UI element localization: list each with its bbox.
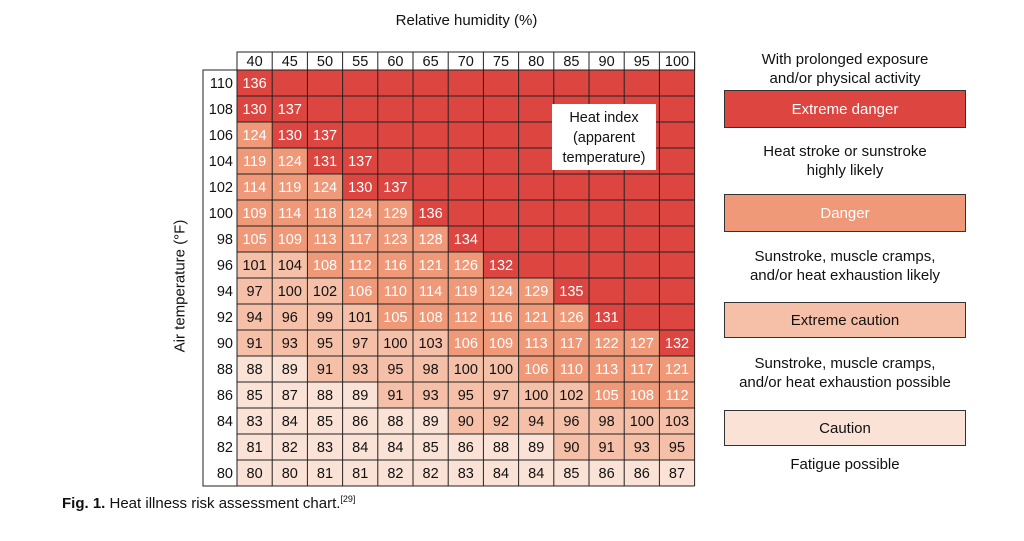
cell-t104-rh75 <box>483 148 518 174</box>
cell-t110-rh90 <box>589 70 624 96</box>
temperature-label-98: 98 <box>216 232 233 248</box>
value-t88-rh65: 98 <box>422 362 439 378</box>
cell-t98-rh80 <box>519 226 554 252</box>
cell-t110-rh55 <box>343 70 378 96</box>
cell-t102-rh90 <box>589 174 624 200</box>
cell-t100-rh80 <box>519 200 554 226</box>
annotation-line-1: Heat index <box>569 110 639 126</box>
value-t94-rh70: 119 <box>454 284 478 300</box>
cell-t96-rh80 <box>519 252 554 278</box>
value-t80-rh95: 86 <box>633 466 650 482</box>
value-t80-rh70: 83 <box>457 466 474 482</box>
value-t86-rh65: 93 <box>422 388 439 404</box>
value-t86-rh45: 87 <box>281 388 298 404</box>
cell-t100-rh70 <box>448 200 483 226</box>
cell-t96-rh95 <box>624 252 659 278</box>
cell-t94-rh100 <box>659 278 694 304</box>
cell-t108-rh75 <box>483 96 518 122</box>
value-t88-rh95: 117 <box>630 362 654 378</box>
humidity-label-50: 50 <box>316 54 334 70</box>
value-t84-rh45: 84 <box>281 414 298 430</box>
value-t90-rh60: 100 <box>383 336 408 352</box>
figure-caption-text: Heat illness risk assessment chart. <box>105 495 341 512</box>
value-t94-rh75: 124 <box>488 284 514 300</box>
cell-t100-rh90 <box>589 200 624 226</box>
value-t84-rh55: 86 <box>352 414 369 430</box>
value-t92-rh85: 126 <box>559 310 584 326</box>
value-t102-rh45: 119 <box>278 180 302 196</box>
legend-danger-description <box>724 232 966 300</box>
cell-t110-rh95 <box>624 70 659 96</box>
cell-t102-rh65 <box>413 174 448 200</box>
value-t80-rh75: 84 <box>492 466 510 482</box>
value-t92-rh55: 101 <box>348 310 373 326</box>
value-t102-rh50: 124 <box>312 180 338 196</box>
value-t98-rh55: 117 <box>348 232 372 248</box>
value-t84-rh85: 96 <box>563 414 580 430</box>
value-t104-rh50: 131 <box>312 154 338 170</box>
value-t98-rh60: 123 <box>383 232 408 248</box>
value-t88-rh60: 95 <box>387 362 404 378</box>
value-t94-rh55: 106 <box>348 284 373 300</box>
cell-t102-rh95 <box>624 174 659 200</box>
cell-t106-rh75 <box>483 122 518 148</box>
value-t94-rh80: 129 <box>524 284 549 300</box>
value-t96-rh50: 108 <box>312 258 338 274</box>
value-t102-rh60: 137 <box>383 180 408 196</box>
humidity-label-55: 55 <box>352 54 369 70</box>
cell-t110-rh70 <box>448 70 483 96</box>
value-t98-rh40: 105 <box>242 232 267 248</box>
legend-caution-label: Caution <box>819 419 871 437</box>
legend-extreme-danger-label: Extreme danger <box>791 100 899 118</box>
value-t88-rh80: 106 <box>524 362 549 378</box>
value-t82-rh95: 93 <box>633 440 650 456</box>
value-t88-rh75: 100 <box>488 362 514 378</box>
value-t90-rh65: 103 <box>418 336 443 352</box>
cell-t110-rh50 <box>307 70 342 96</box>
cell-t100-rh75 <box>483 200 518 226</box>
cell-t110-rh45 <box>272 70 307 96</box>
temperature-label-106: 106 <box>208 128 233 144</box>
value-t94-rh45: 100 <box>277 284 302 300</box>
cell-t108-rh70 <box>448 96 483 122</box>
humidity-label-45: 45 <box>281 54 298 70</box>
legend-danger-desc-1: Sunstroke, muscle cramps, <box>754 248 936 265</box>
cell-t110-rh75 <box>483 70 518 96</box>
annotation-line-3: temperature) <box>562 150 646 166</box>
value-t90-rh85: 117 <box>559 336 583 352</box>
temperature-label-100: 100 <box>208 206 233 222</box>
value-t110-rh40: 136 <box>242 76 267 92</box>
value-t90-rh70: 106 <box>453 336 478 352</box>
value-t96-rh70: 126 <box>453 258 478 274</box>
value-t90-rh50: 95 <box>316 336 334 352</box>
value-t92-rh65: 108 <box>418 310 443 326</box>
value-t84-rh80: 94 <box>528 414 545 430</box>
value-t82-rh60: 84 <box>387 440 404 456</box>
value-t98-rh65: 128 <box>418 232 443 248</box>
value-t90-rh90: 122 <box>594 336 619 352</box>
value-t106-rh45: 130 <box>277 128 302 144</box>
value-t104-rh45: 124 <box>277 154 302 170</box>
value-t80-rh100: 87 <box>668 466 686 482</box>
cell-t104-rh65 <box>413 148 448 174</box>
cell-t110-rh60 <box>378 70 413 96</box>
value-t88-rh40: 88 <box>246 362 263 378</box>
value-t90-rh40: 91 <box>246 336 263 352</box>
value-t104-rh55: 137 <box>348 154 373 170</box>
temperature-label-86: 86 <box>216 388 233 404</box>
figure-caption-reference: [29] <box>340 494 356 504</box>
value-t108-rh45: 137 <box>277 102 302 118</box>
cell-t92-rh100 <box>659 304 694 330</box>
cell-t104-rh100 <box>659 148 694 174</box>
value-t84-rh50: 85 <box>316 414 334 430</box>
value-t94-rh60: 110 <box>383 284 407 300</box>
figure-caption-label: Fig. 1. <box>62 495 106 512</box>
value-t88-rh70: 100 <box>453 362 478 378</box>
cell-t106-rh100 <box>659 122 694 148</box>
value-t84-rh40: 83 <box>246 414 263 430</box>
cell-t98-rh85 <box>554 226 589 252</box>
value-t88-rh85: 110 <box>559 362 583 378</box>
value-t84-rh95: 100 <box>629 414 654 430</box>
value-t94-rh40: 97 <box>246 284 263 300</box>
value-t94-rh85: 135 <box>559 284 584 300</box>
value-t84-rh100: 103 <box>664 414 690 430</box>
legend-header-line-2: and/or physical activity <box>769 70 921 87</box>
value-t86-rh70: 95 <box>457 388 474 404</box>
value-t100-rh65: 136 <box>418 206 443 222</box>
value-t92-rh50: 99 <box>316 310 334 326</box>
value-t82-rh100: 95 <box>668 440 686 456</box>
humidity-label-85: 85 <box>563 54 580 70</box>
cell-t94-rh95 <box>624 278 659 304</box>
risk-legend <box>724 48 966 488</box>
cell-t96-rh85 <box>554 252 589 278</box>
value-t108-rh40: 130 <box>242 102 267 118</box>
cell-t108-rh80 <box>519 96 554 122</box>
value-t88-rh90: 113 <box>595 362 619 378</box>
legend-extreme-danger-description <box>724 128 966 194</box>
cell-t110-rh100 <box>659 70 694 96</box>
cell-t98-rh95 <box>624 226 659 252</box>
cell-t100-rh100 <box>659 200 694 226</box>
legend-extreme-danger <box>724 90 966 128</box>
cell-t106-rh80 <box>519 122 554 148</box>
cell-t104-rh60 <box>378 148 413 174</box>
cell-t108-rh60 <box>378 96 413 122</box>
value-t92-rh75: 116 <box>489 310 513 326</box>
value-t88-rh55: 93 <box>352 362 369 378</box>
value-t84-rh75: 92 <box>492 414 510 430</box>
value-t84-rh60: 88 <box>387 414 404 430</box>
cell-t108-rh55 <box>343 96 378 122</box>
value-t92-rh80: 121 <box>524 310 549 326</box>
temperature-label-84: 84 <box>216 414 233 430</box>
cell-t102-rh75 <box>483 174 518 200</box>
value-t88-rh50: 91 <box>316 362 334 378</box>
value-t80-rh40: 80 <box>246 466 263 482</box>
value-t106-rh50: 137 <box>312 128 338 144</box>
value-t90-rh100: 132 <box>664 336 690 352</box>
legend-caution-description <box>724 446 966 482</box>
value-t92-rh40: 94 <box>246 310 263 326</box>
cell-t102-rh85 <box>554 174 589 200</box>
legend-extreme-danger-desc-2: highly likely <box>806 162 884 179</box>
cell-t104-rh70 <box>448 148 483 174</box>
value-t98-rh45: 109 <box>277 232 302 248</box>
value-t100-rh50: 118 <box>313 206 337 222</box>
value-t82-rh70: 86 <box>457 440 474 456</box>
cell-t106-rh70 <box>448 122 483 148</box>
humidity-label-60: 60 <box>387 54 404 70</box>
temperature-label-90: 90 <box>216 336 233 352</box>
value-t106-rh40: 124 <box>242 128 267 144</box>
value-t98-rh70: 134 <box>453 232 478 248</box>
cell-t100-rh95 <box>624 200 659 226</box>
cell-t104-rh80 <box>519 148 554 174</box>
temperature-label-96: 96 <box>216 258 233 274</box>
temperature-label-108: 108 <box>208 102 233 118</box>
annotation-line-2: (apparent <box>572 130 636 146</box>
legend-extreme-danger-desc-1: Heat stroke or sunstroke <box>763 143 927 160</box>
temperature-label-102: 102 <box>208 180 233 196</box>
temperature-label-92: 92 <box>216 310 233 326</box>
legend-danger <box>724 194 966 232</box>
legend-caution <box>724 410 966 446</box>
cell-t102-rh100 <box>659 174 694 200</box>
value-t94-rh65: 114 <box>419 284 443 300</box>
value-t80-rh55: 81 <box>352 466 369 482</box>
cell-t108-rh65 <box>413 96 448 122</box>
value-t88-rh45: 89 <box>281 362 298 378</box>
value-t92-rh90: 131 <box>594 310 619 326</box>
humidity-label-90: 90 <box>598 54 615 70</box>
cell-t108-rh100 <box>659 96 694 122</box>
value-t96-rh65: 121 <box>418 258 443 274</box>
figure-caption <box>62 494 355 512</box>
value-t96-rh45: 104 <box>277 258 302 274</box>
cell-t96-rh100 <box>659 252 694 278</box>
value-t100-rh55: 124 <box>348 206 373 222</box>
humidity-label-80: 80 <box>528 54 545 70</box>
value-t86-rh60: 91 <box>387 388 404 404</box>
cell-t96-rh90 <box>589 252 624 278</box>
value-t82-rh55: 84 <box>352 440 369 456</box>
cell-t100-rh85 <box>554 200 589 226</box>
legend-extreme-caution-label: Extreme caution <box>790 311 900 329</box>
cell-t102-rh80 <box>519 174 554 200</box>
value-t86-rh100: 112 <box>665 388 689 404</box>
value-t80-rh90: 86 <box>598 466 615 482</box>
value-t86-rh95: 108 <box>629 388 654 404</box>
value-t94-rh50: 102 <box>312 284 338 300</box>
value-t80-rh65: 82 <box>422 466 439 482</box>
value-t86-rh55: 89 <box>352 388 369 404</box>
value-t90-rh95: 127 <box>629 336 654 352</box>
cell-t110-rh85 <box>554 70 589 96</box>
value-t84-rh70: 90 <box>457 414 474 430</box>
humidity-label-95: 95 <box>633 54 650 70</box>
value-t82-rh80: 89 <box>528 440 545 456</box>
value-t82-rh75: 88 <box>492 440 510 456</box>
cell-t110-rh80 <box>519 70 554 96</box>
legend-extreme-caution <box>724 302 966 338</box>
legend-extreme-caution-desc-2: and/or heat exhaustion possible <box>739 374 951 391</box>
value-t80-rh85: 85 <box>563 466 580 482</box>
value-t96-rh75: 132 <box>488 258 514 274</box>
value-t92-rh60: 105 <box>383 310 408 326</box>
value-t90-rh45: 93 <box>281 336 298 352</box>
cell-t92-rh95 <box>624 304 659 330</box>
value-t102-rh55: 130 <box>348 180 373 196</box>
value-t84-rh90: 98 <box>598 414 615 430</box>
value-t80-rh60: 82 <box>387 466 404 482</box>
legend-danger-label: Danger <box>820 204 870 222</box>
value-t84-rh65: 89 <box>422 414 439 430</box>
cell-t108-rh50 <box>307 96 342 122</box>
value-t82-rh65: 85 <box>422 440 439 456</box>
value-t100-rh60: 129 <box>383 206 408 222</box>
value-t100-rh45: 114 <box>278 206 302 222</box>
temperature-label-94: 94 <box>216 284 233 300</box>
legend-extreme-caution-description <box>724 338 966 408</box>
value-t98-rh50: 113 <box>313 232 337 248</box>
value-t82-rh50: 83 <box>316 440 334 456</box>
value-t86-rh75: 97 <box>492 388 510 404</box>
cell-t102-rh70 <box>448 174 483 200</box>
cell-t106-rh60 <box>378 122 413 148</box>
legend-header-line-1: With prolonged exposure <box>761 51 929 68</box>
value-t82-rh40: 81 <box>246 440 263 456</box>
value-t90-rh75: 109 <box>488 336 514 352</box>
value-t92-rh45: 96 <box>281 310 298 326</box>
humidity-label-40: 40 <box>246 54 263 70</box>
value-t104-rh40: 119 <box>243 154 267 170</box>
value-t88-rh100: 121 <box>664 362 690 378</box>
value-t86-rh40: 85 <box>246 388 263 404</box>
value-t86-rh80: 100 <box>524 388 549 404</box>
value-t82-rh90: 91 <box>598 440 615 456</box>
value-t86-rh85: 102 <box>559 388 584 404</box>
legend-extreme-caution-desc-1: Sunstroke, muscle cramps, <box>754 355 936 372</box>
humidity-label-75: 75 <box>492 54 510 70</box>
value-t92-rh70: 112 <box>454 310 478 326</box>
humidity-label-65: 65 <box>422 54 439 70</box>
y-axis-title: Air temperature (°F) <box>171 219 189 353</box>
legend-caution-desc-1: Fatigue possible <box>790 455 900 473</box>
temperature-label-104: 104 <box>208 154 233 170</box>
temperature-label-88: 88 <box>216 362 233 378</box>
legend-danger-desc-2: and/or heat exhaustion likely <box>749 267 941 284</box>
value-t102-rh40: 114 <box>243 180 267 196</box>
value-t86-rh50: 88 <box>316 388 334 404</box>
value-t100-rh40: 109 <box>242 206 267 222</box>
value-t96-rh60: 116 <box>383 258 407 274</box>
temperature-label-110: 110 <box>209 76 233 92</box>
value-t80-rh45: 80 <box>281 466 298 482</box>
value-t90-rh80: 113 <box>524 336 548 352</box>
value-t80-rh50: 81 <box>316 466 334 482</box>
value-t82-rh45: 82 <box>281 440 298 456</box>
humidity-label-100: 100 <box>664 54 690 70</box>
x-axis-title: Relative humidity (%) <box>395 12 538 29</box>
cell-t106-rh65 <box>413 122 448 148</box>
legend-header <box>724 48 966 90</box>
cell-t110-rh65 <box>413 70 448 96</box>
humidity-label-70: 70 <box>457 54 474 70</box>
value-t80-rh80: 84 <box>528 466 545 482</box>
temperature-label-82: 82 <box>216 440 233 456</box>
value-t96-rh55: 112 <box>348 258 372 274</box>
cell-t106-rh55 <box>343 122 378 148</box>
value-t86-rh90: 105 <box>594 388 619 404</box>
temperature-label-80: 80 <box>216 466 233 482</box>
cell-t98-rh100 <box>659 226 694 252</box>
cell-t98-rh75 <box>483 226 518 252</box>
cell-t94-rh90 <box>589 278 624 304</box>
value-t82-rh85: 90 <box>563 440 580 456</box>
cell-t98-rh90 <box>589 226 624 252</box>
value-t96-rh40: 101 <box>242 258 267 274</box>
value-t90-rh55: 97 <box>352 336 369 352</box>
